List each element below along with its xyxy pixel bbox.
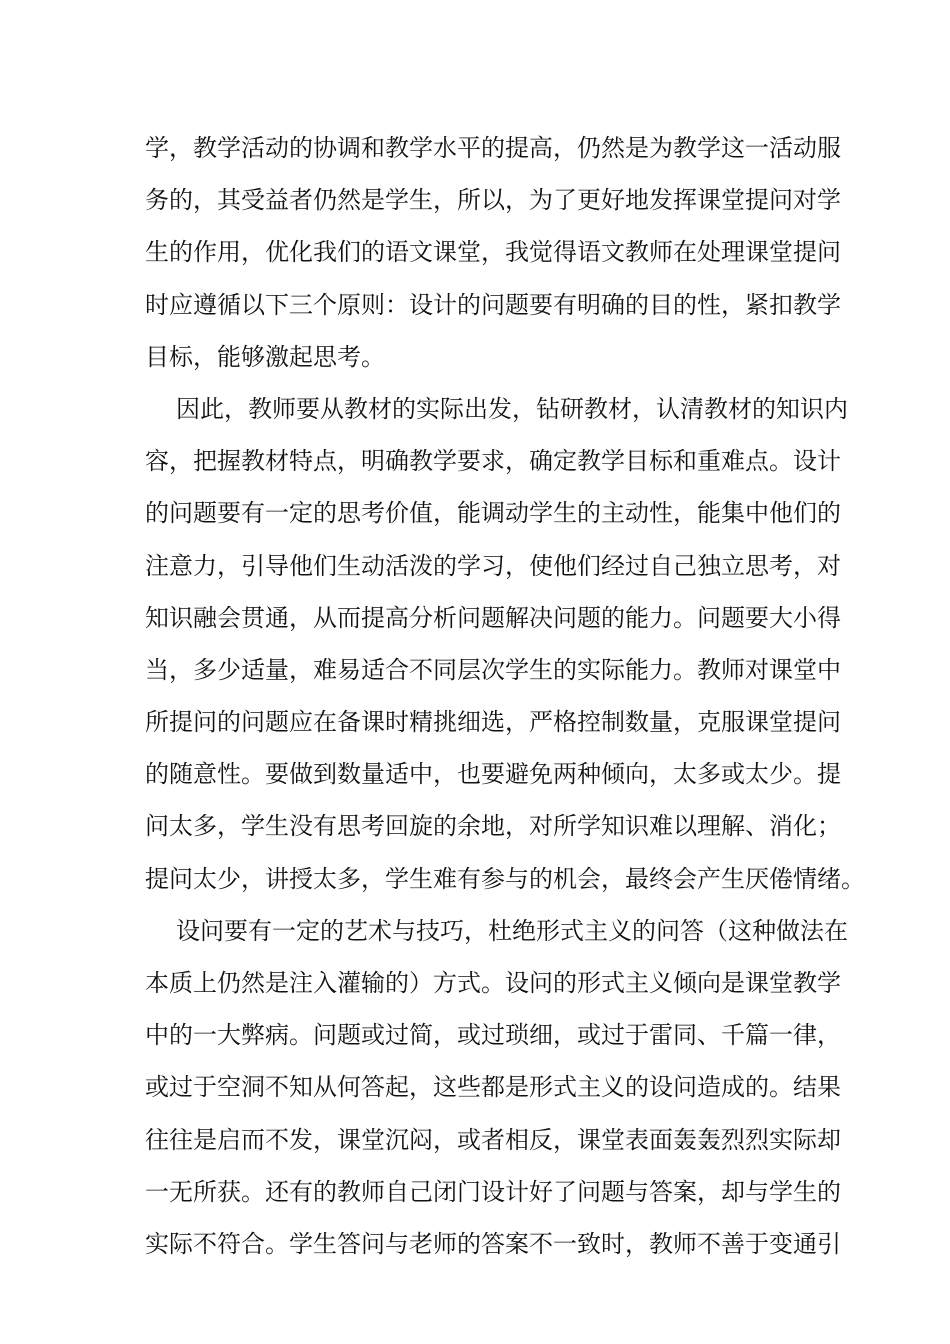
text-line: 所提问的问题应在备课时精挑细选，严格控制数量，克服课堂提问 [145, 708, 841, 737]
text-line: 注意力，引导他们生动活泼的学习，使他们经过自己独立思考，对 [145, 551, 841, 580]
paragraph-first-line: 因此，教师要从教材的实际出发，钻研教材，认清教材的知识内 [176, 394, 848, 423]
text-line: 或过于空洞不知从何答起，这些都是形式主义的设问造成的。结果 [145, 1073, 841, 1102]
text-line: 的问题要有一定的思考价值，能调动学生的主动性，能集中他们的 [145, 499, 841, 528]
text-line: 往往是启而不发，课堂沉闷，或者相反，课堂表面轰轰烈烈实际却 [145, 1125, 841, 1154]
text-line: 本质上仍然是注入灌输的）方式。设问的形式主义倾向是课堂教学 [145, 969, 841, 997]
text-line: 的随意性。要做到数量适中，也要避免两种倾向，太多或太少。提 [145, 760, 841, 789]
text-line: 目标，能够激起思考。 [145, 342, 385, 371]
text-line: 知识融会贯通，从而提高分析问题解决问题的能力。问题要大小得 [145, 603, 841, 632]
text-line: 生的作用，优化我们的语文课堂，我觉得语文教师在处理课堂提问 [145, 238, 841, 267]
text-line: 学，教学活动的协调和教学水平的提高，仍然是为教学这一活动服 [145, 134, 841, 162]
text-line: 务的，其受益者仍然是学生，所以，为了更好地发挥课堂提问对学 [145, 186, 841, 215]
text-line: 当，多少适量，难易适合不同层次学生的实际能力。教师对课堂中 [145, 655, 841, 684]
text-line: 容，把握教材特点，明确教学要求，确定教学目标和重难点。设计 [145, 447, 841, 476]
text-line: 问太多，学生没有思考回旋的余地，对所学知识难以理解、消化； [145, 812, 841, 841]
paragraph-first-line: 设问要有一定的艺术与技巧，杜绝形式主义的问答（这种做法在 [176, 916, 848, 945]
text-line: 实际不符合。学生答问与老师的答案不一致时，教师不善于变通引 [145, 1229, 841, 1258]
text-line: 一无所获。还有的教师自己闭门设计好了问题与答案，却与学生的 [145, 1177, 841, 1206]
body-text [145, 122, 865, 1270]
text-line: 时应遵循以下三个原则：设计的问题要有明确的目的性，紧扣教学 [145, 290, 841, 319]
text-line: 提问太少，讲授太多，学生难有参与的机会，最终会产生厌倦情绪。 [145, 864, 865, 893]
text-line: 中的一大弊病。问题或过简，或过琐细，或过于雷同、千篇一律， [145, 1021, 841, 1050]
